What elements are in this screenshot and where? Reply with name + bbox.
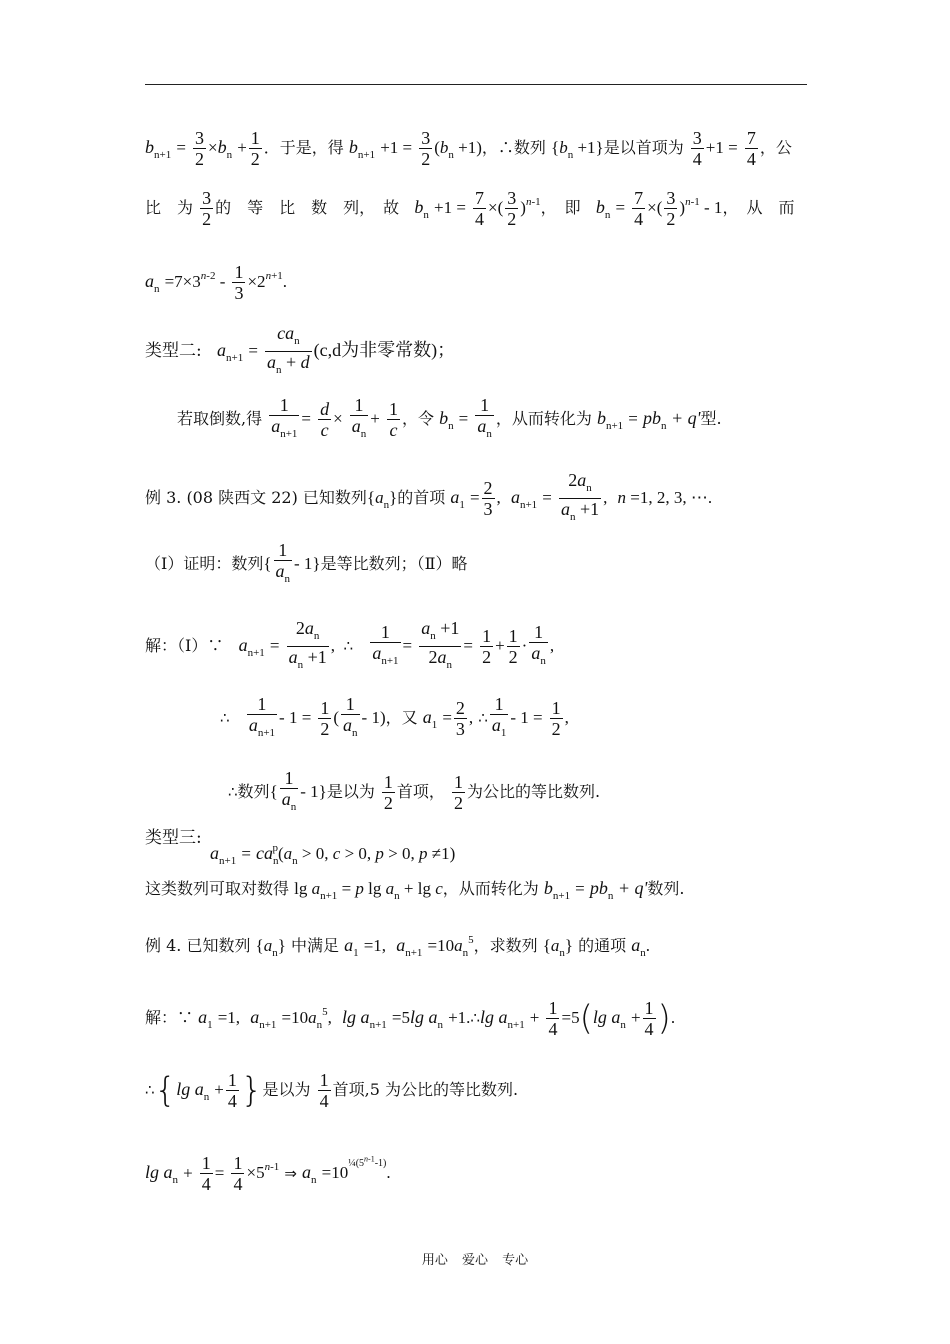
ex3-part1: （Ⅰ）证明：数列 <box>145 554 264 573</box>
text-xing: 型. <box>700 409 722 428</box>
line-conc4: ∴{lg $a_n$ + $\frac{1}{4}$ }是以为 $\frac{1}{4}$ 首项,5 为公比的等比数列. <box>145 1070 519 1111</box>
line-sol3: ∴数列{ $\frac{1}{a_n}$ - 1}是以为 $\frac{1}{2}$ 首项， $\frac{1}{2}$ 为公比的等比数列. <box>228 768 601 813</box>
type3-label: 类型三: <box>145 828 202 848</box>
type3-zhuanhua: ，从而转化为 <box>442 879 539 898</box>
line-1: $b_{n+1}$ = $\frac{3}{2}$ $\times b_n$ + $\frac{1}{2}$ ．于是，得 $b_{n+1} +1$ = $\frac{3}{2}$ $(b_n +1)$，∴数列 $\{b_n +1\}$是以首项为 $\frac{3}{4}$ +1 = $\frac{7}{4}$ ，公 <box>145 128 792 169</box>
text-shi-yi-wei: 是以为 <box>326 782 375 801</box>
line-sol4: 解：∵ $a_1 =1$, $a_{n+1} =10a_n^5$, $\lg a_{n+1} =5\lg$ $a_n$ +1.∴lg $a_{n+1}$ + $\frac{1}{4}$ =5(lg $a_n$ + $\frac{1}{4}$ ). <box>145 998 676 1039</box>
text-gong: ，公 <box>759 138 792 157</box>
text-ling: ，令 <box>401 409 434 428</box>
sol4-label: 解：∵ <box>145 1008 194 1027</box>
text-de-dengbi: 的 等 比 数 列， 故 <box>215 198 400 217</box>
line-final: $\lg a_n$ + $\frac{1}{4}$ = $\frac{1}{4}$ $\times 5^{n-1}$ ⇒ $a_n =10^{\frac{1}{4}(5^{n-1}-1)}$. <box>145 1153 391 1195</box>
text-bi-wei: 比 为 <box>145 198 194 217</box>
type2-cond: (c,d为非零常数)； <box>313 340 456 360</box>
text-you: ，又 <box>385 708 418 727</box>
text-shulie: ，∴数列 <box>481 138 546 157</box>
conc4-a: 是以为 <box>262 1080 311 1099</box>
type2-label: 类型二: <box>145 341 202 361</box>
line-type3-label <box>145 828 202 848</box>
text-wei-gongbi: 为公比的等比数列. <box>467 782 601 801</box>
ex4-manzu: 中满足 <box>290 936 339 955</box>
type3-text: 这类数列可取对数得 <box>145 879 290 898</box>
page-footer: 用心 爱心 专心 <box>421 1253 529 1268</box>
line-ex3-part: （Ⅰ）证明：数列{ $\frac{1}{a_n}$ - 1}是等比数列；（Ⅱ）略 <box>145 540 468 585</box>
line-type2: 类型二: $a_{n+1}$ = $\frac{ca_n}{a_n + d}$ (c,d为非零常数)； <box>145 323 456 376</box>
line-sol2: ∴ $\frac{1}{a_{n+1}}$ - 1 = $\frac{1}{2}$ ( $\frac{1}{a_n}$ - 1)，又 $a_1$ = $\frac{2}{3}$ , ∴ $\frac{1}{a_1}$ - 1 = $\frac{1}{2}$ , <box>220 694 569 739</box>
line-type3-formula: $a_{n+1} = ca_n^p(a_n > 0$, c > 0, p > 0, p ≠1) <box>210 842 456 867</box>
sol-label: 解：（Ⅰ）∵ <box>145 636 224 655</box>
text-congerh: ， 从 而 <box>722 198 795 217</box>
text-yushi: ．于是，得 <box>263 138 344 157</box>
text-zhuanhua: ，从而转化为 <box>495 409 592 428</box>
ex4-tongxiang: 的通项 <box>578 936 627 955</box>
header-rule <box>145 84 807 85</box>
ex3-part2: 是等比数列；（Ⅱ）略 <box>320 554 468 573</box>
text-shixiang: 是以首项为 <box>603 138 684 157</box>
line-3: $a_n =7\times 3^{n-2}$ - $\frac{1}{3}$ $\times 2^{n+1}$. <box>145 262 288 303</box>
text-ji: ， 即 <box>540 198 581 217</box>
line-sol1: 解：（Ⅰ）∵ $a_{n+1}$ = $\frac{2a_n}{a_n +1}$ , ∴ $\frac{1}{a_{n+1}}$ = $\frac{a_n +1}{2a_n}$ = $\frac{1}{2}$ + $\frac{1}{2}$ · $\frac{1}{a_n}$ , <box>145 618 555 671</box>
line-ex3: 例 3. (08 陕西文 22) 已知数列$\{a_n\}$的首项 $a_1$ = $\frac{2}{3}$ , $a_{n+1}$ = $\frac{2a_n}{a_n +1}$ , n =1, 2, 3, ⋯. <box>145 470 713 523</box>
conc4-b: 首项,5 为公比的等比数列. <box>332 1080 519 1099</box>
text-shulie-end: 数列. <box>647 879 685 898</box>
ex4-label: 例 4. 已知数列 <box>145 936 251 955</box>
ex3-label: 例 3. (08 陕西文 22) 已知数列 <box>145 488 367 507</box>
line-2: 比 为 $\frac{3}{2}$ 的 等 比 数 列， 故 $b_n +1$ = $\frac{7}{4}$ ×( $\frac{3}{2}$ )$^{n-1}$， 即 $b_n$ = $\frac{7}{4}$ ×( $\frac{3}{2}$ )$^{n-1}$ - 1， 从 而 <box>145 188 795 229</box>
text-shouxiang-c: 首项， <box>396 782 445 801</box>
line-ex4: 例 4. 已知数列 $\{a_n\}$ 中满足 $a_1 =1$, $a_{n+1} =10a_n^5$，求数列 $\{a_n\}$ 的通项 $a_n$. <box>145 934 651 959</box>
line-type3-text: 这类数列可取对数得 $\lg a_{n+1} = p$ $\lg a_n + \lg c$，从而转化为 $b_{n+1} = pb_n + q'$数列. <box>145 878 685 902</box>
line-reciprocal: 若取倒数,得 $\frac{1}{a_{n+1}}$ = $\frac{d}{c}$ × $\frac{1}{a_n}$ + $\frac{1}{c}$ ，令 $b_n$ = $\frac{1}{a_n}$ ，从而转化为 $b_{n+1} = pb_n + q'$型. <box>177 395 722 440</box>
ex3-shouxiang: 的首项 <box>397 488 446 507</box>
text-dao: 若取倒数,得 <box>177 409 263 428</box>
ex4-qiu: ，求数列 <box>473 936 538 955</box>
